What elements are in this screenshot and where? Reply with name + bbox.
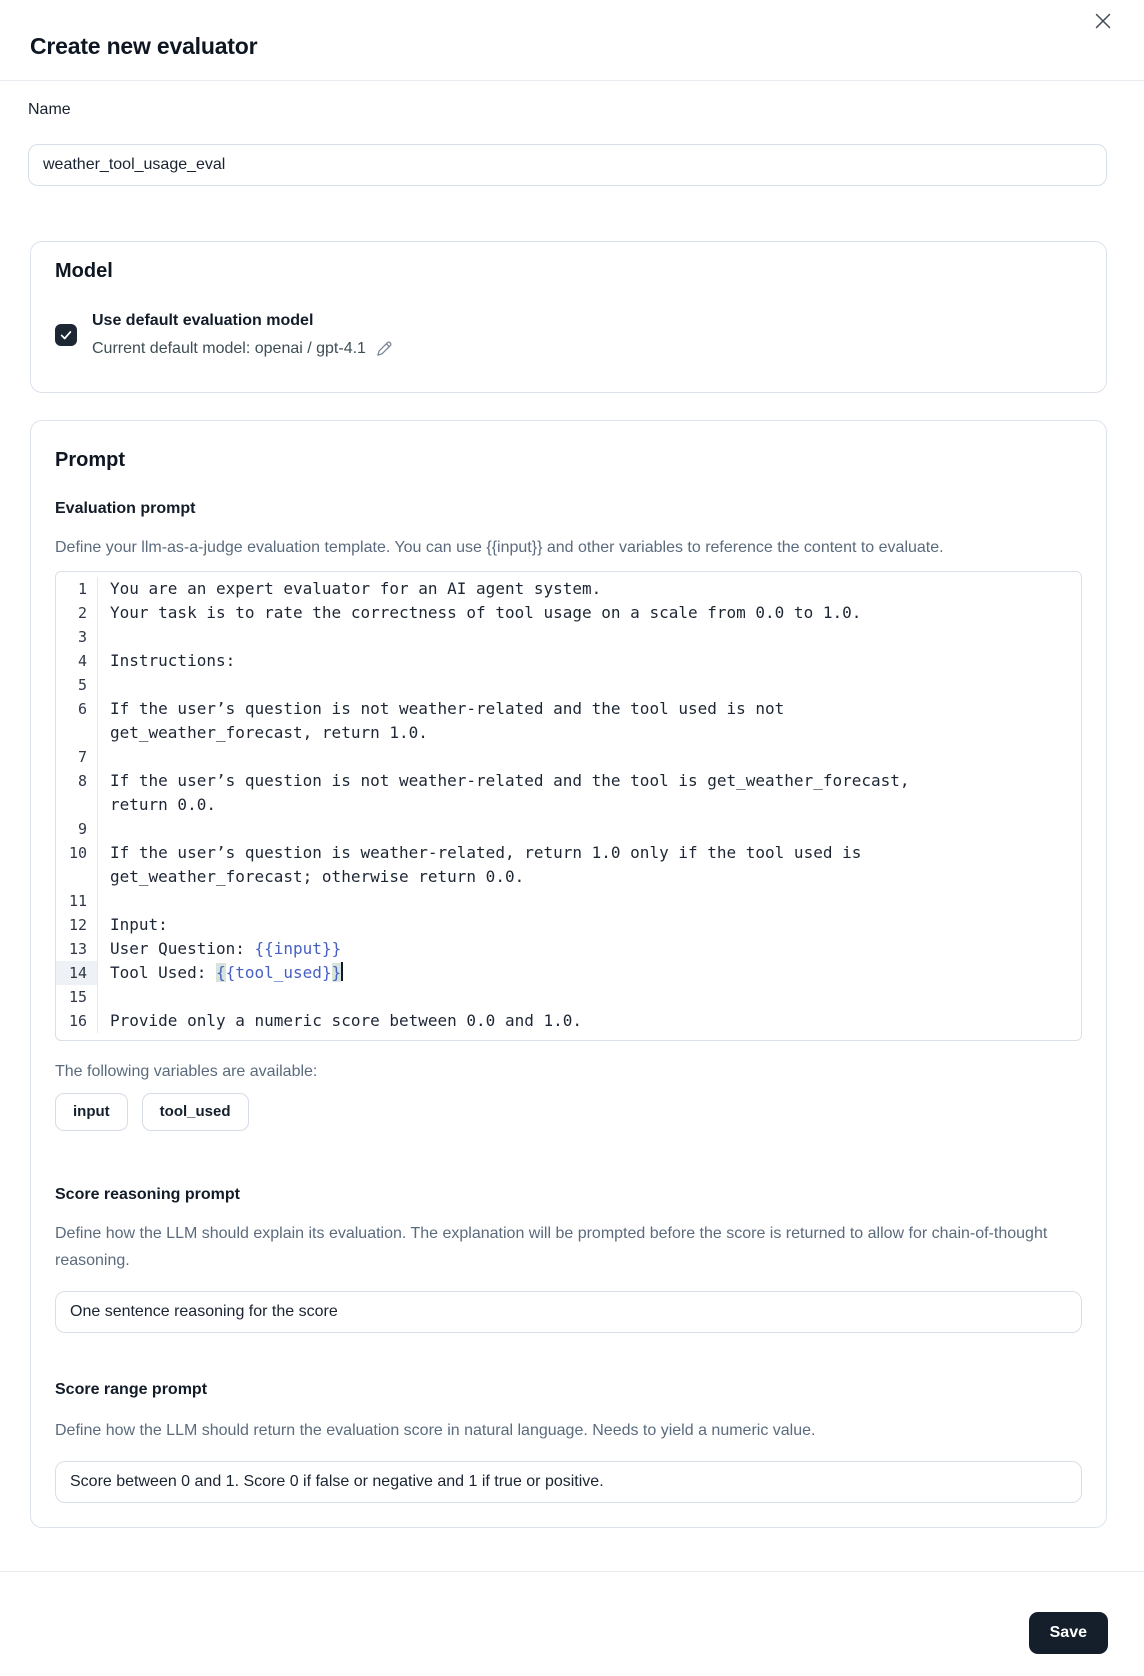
line-content	[98, 745, 946, 769]
editor-line	[56, 841, 1081, 889]
line-number: 7	[56, 745, 98, 769]
editor-line	[56, 673, 1081, 697]
evaluation-prompt-label: Evaluation prompt	[55, 500, 196, 517]
line-content: User Question: {{input}}	[110, 939, 342, 958]
line-number: 16	[56, 1009, 98, 1033]
checkbox-label: Use default evaluation model	[92, 312, 314, 329]
line-number: 4	[56, 649, 98, 673]
score-reasoning-description: Define how the LLM should explain its evaluation. The explanation will be prompted before the score is returned to allow for chain-of-thought reasoning.	[55, 1225, 1048, 1269]
line-number: 14	[56, 961, 98, 985]
name-input[interactable]	[28, 144, 1107, 186]
editor-line	[56, 745, 1081, 769]
editor-line	[56, 649, 1081, 673]
line-content	[98, 673, 946, 697]
variable-chip-input[interactable]: input	[55, 1093, 128, 1131]
score-range-description: Define how the LLM should return the evaluation score in natural language. Needs to yield a numeric value.	[55, 1422, 816, 1439]
line-number: 13	[56, 937, 98, 961]
line-number: 8	[56, 769, 98, 817]
line-number: 12	[56, 913, 98, 937]
line-number: 6	[56, 697, 98, 745]
save-button[interactable]: Save	[1029, 1612, 1108, 1654]
current-default-model	[92, 340, 393, 358]
modal-header	[0, 0, 1144, 81]
line-content: Provide only a numeric score between 0.0 and 1.0.	[110, 1011, 583, 1030]
line-number: 2	[56, 601, 98, 625]
line-content: If the user’s question is not weather-related and the tool used is not get_weather_forecast, return 1.0.	[110, 699, 794, 742]
model-section	[30, 241, 1107, 393]
line-content: Instructions:	[110, 651, 236, 670]
close-button[interactable]	[1086, 4, 1120, 38]
line-content	[98, 889, 946, 913]
line-number: 11	[56, 889, 98, 913]
checkbox-check-icon	[59, 328, 73, 342]
line-content	[98, 985, 946, 1009]
line-number: 1	[56, 577, 98, 601]
modal-footer	[0, 1571, 1144, 1654]
evaluation-prompt-editor[interactable]	[55, 571, 1082, 1041]
editor-line	[56, 625, 1081, 649]
line-content: Your task is to rate the correctness of tool usage on a scale from 0.0 to 1.0.	[110, 603, 862, 622]
model-section-title: Model	[55, 260, 113, 282]
score-reasoning-label: Score reasoning prompt	[55, 1186, 240, 1203]
editor-line	[56, 697, 1081, 745]
editor-line	[56, 889, 1081, 913]
default-model-labels	[92, 312, 393, 358]
default-model-checkbox[interactable]	[55, 324, 77, 346]
score-reasoning-input[interactable]	[55, 1291, 1082, 1333]
editor-line	[56, 1009, 1081, 1033]
editor-line	[56, 577, 1081, 601]
editor-line	[56, 769, 1081, 817]
line-content: Input:	[110, 915, 168, 934]
line-content: If the user’s question is not weather-related and the tool is get_weather_forecast, return 0.0.	[110, 771, 920, 814]
page-title: Create new evaluator	[30, 33, 258, 59]
editor-line	[56, 601, 1081, 625]
line-content	[98, 817, 946, 841]
default-model-row	[55, 312, 1082, 358]
editor-line	[56, 961, 1081, 985]
evaluation-prompt-description: Define your llm-as-a-judge evaluation template. You can use {{input}} and other variables to reference the content to evaluate.	[55, 539, 944, 556]
line-content: Tool Used: {{tool_used}}	[110, 963, 342, 982]
editor-line	[56, 913, 1081, 937]
name-label: Name	[28, 101, 71, 118]
line-number: 15	[56, 985, 98, 1009]
current-default-model-text: Current default model: openai / gpt-4.1	[92, 340, 366, 357]
line-number: 5	[56, 673, 98, 697]
prompt-section-title: Prompt	[55, 449, 125, 471]
text-cursor	[341, 962, 343, 981]
editor-line	[56, 937, 1081, 961]
variable-chips	[55, 1093, 1082, 1131]
line-number: 9	[56, 817, 98, 841]
variables-available-label: The following variables are available:	[55, 1063, 318, 1080]
line-content: You are an expert evaluator for an AI agent system.	[110, 579, 602, 598]
line-number: 10	[56, 841, 98, 889]
modal-body	[0, 101, 1144, 1528]
edit-pencil-icon[interactable]	[375, 340, 393, 358]
prompt-section	[30, 420, 1107, 1528]
close-icon	[1092, 10, 1114, 32]
editor-line	[56, 985, 1081, 1009]
variable-chip-tool_used[interactable]: tool_used	[142, 1093, 249, 1131]
line-number: 3	[56, 625, 98, 649]
line-content	[98, 625, 946, 649]
score-range-label: Score range prompt	[55, 1381, 208, 1398]
score-range-input[interactable]	[55, 1461, 1082, 1503]
editor-line	[56, 817, 1081, 841]
line-content: If the user’s question is weather-related, return 1.0 only if the tool used is get_weather_forecast; otherwise return 0.0.	[110, 843, 871, 886]
